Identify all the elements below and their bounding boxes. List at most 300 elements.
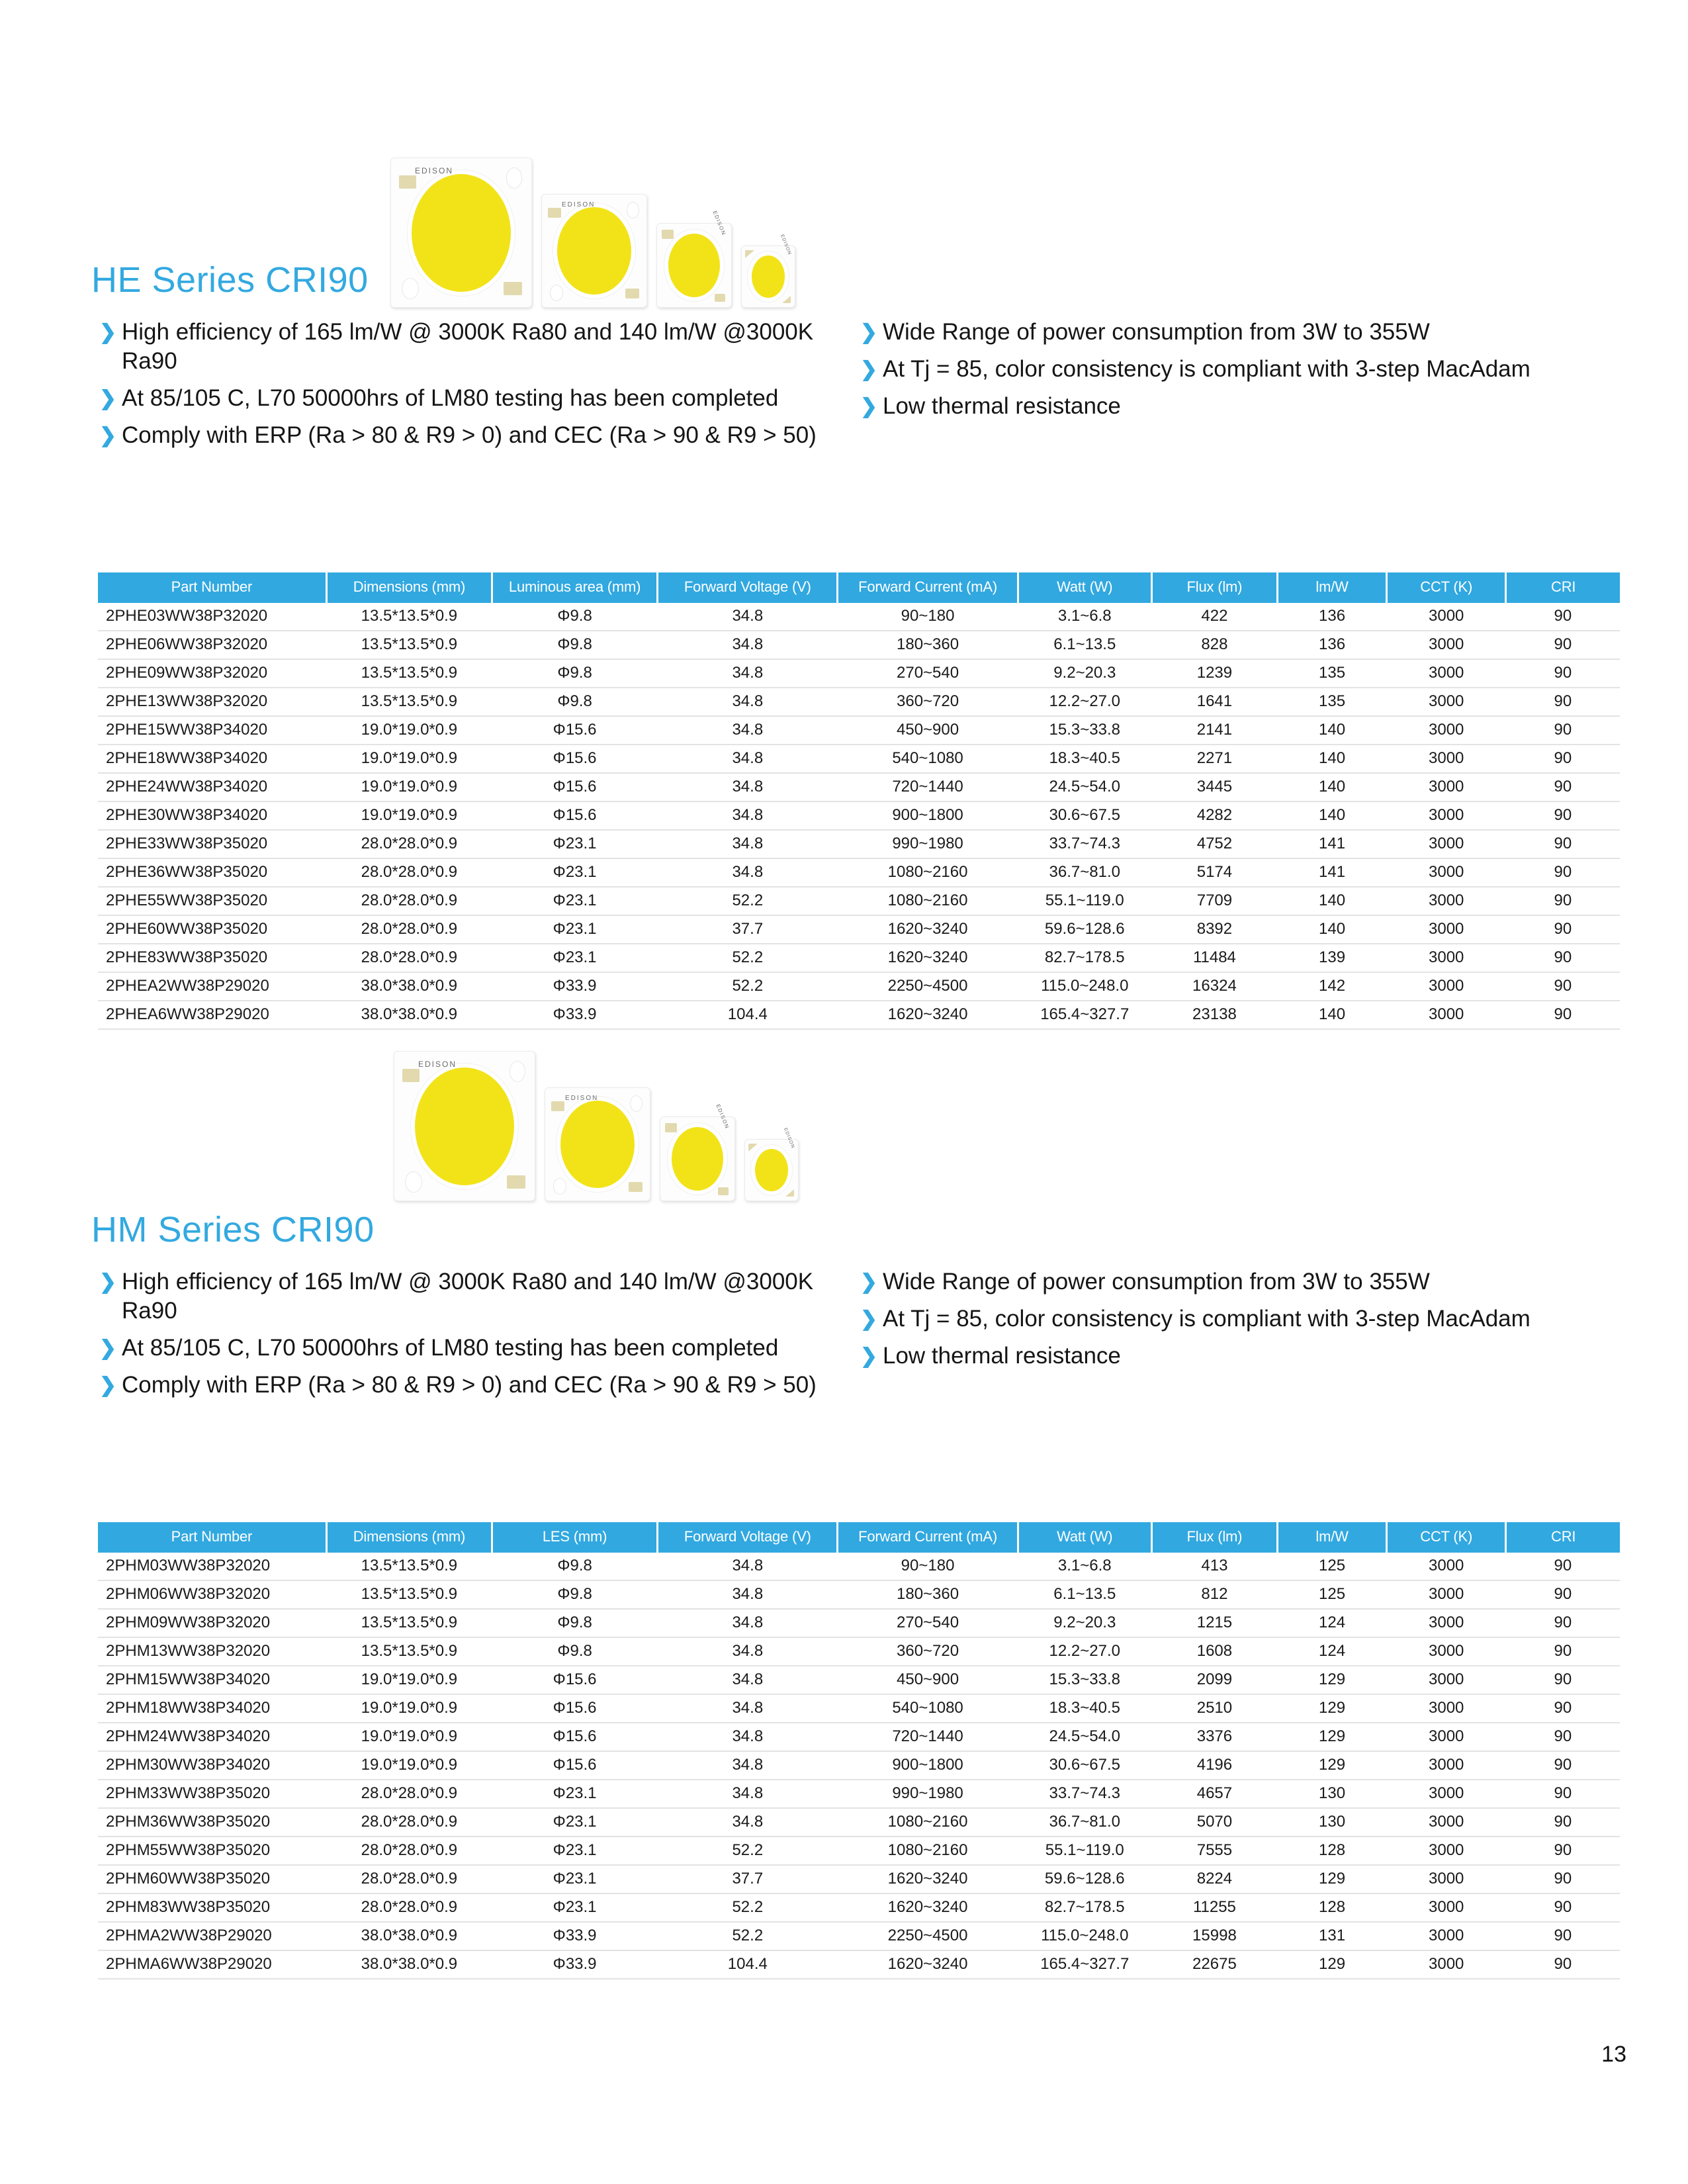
cell-value: 23138 bbox=[1151, 1001, 1277, 1029]
cell-value: 34.8 bbox=[658, 716, 838, 745]
cell-value: 59.6~128.6 bbox=[1018, 915, 1151, 944]
cell-value: 180~360 bbox=[838, 631, 1018, 659]
cell-value: 34.8 bbox=[658, 858, 838, 887]
cell-value: 812 bbox=[1151, 1580, 1277, 1609]
cell-value: 34.8 bbox=[658, 1609, 838, 1637]
solder-pad-icon bbox=[662, 230, 674, 239]
cell-value: Φ23.1 bbox=[492, 944, 658, 972]
cell-value: 136 bbox=[1278, 603, 1387, 631]
cell-value: 13.5*13.5*0.9 bbox=[326, 1580, 492, 1609]
chevron-right-icon: ❯ bbox=[99, 387, 116, 410]
table-body-he bbox=[98, 603, 1620, 1029]
cell-value: 90 bbox=[1506, 745, 1620, 773]
phosphor-emitter-icon bbox=[668, 234, 720, 297]
cell-value: Φ9.8 bbox=[492, 1609, 658, 1637]
table-row bbox=[98, 1580, 1620, 1609]
cell-value: 8224 bbox=[1151, 1865, 1277, 1893]
cob-led-chip-large bbox=[390, 158, 532, 308]
cell-part-number: 2PHM33WW38P35020 bbox=[98, 1780, 326, 1808]
phosphor-emitter-icon bbox=[412, 174, 511, 292]
bullet-text: Wide Range of power consumption from 3W to 355W bbox=[883, 1269, 1430, 1295]
cell-value: 28.0*28.0*0.9 bbox=[326, 1893, 492, 1922]
cell-value: 13.5*13.5*0.9 bbox=[326, 1609, 492, 1637]
cell-value: 13.5*13.5*0.9 bbox=[326, 631, 492, 659]
cell-value: 2250~4500 bbox=[838, 1922, 1018, 1950]
table-row bbox=[98, 915, 1620, 944]
cell-value: Φ9.8 bbox=[492, 659, 658, 688]
solder-pad-icon bbox=[745, 250, 754, 258]
cell-value: 15998 bbox=[1151, 1922, 1277, 1950]
cell-value: 90 bbox=[1506, 1751, 1620, 1780]
bullet-text: At Tj = 85, color consistency is compliant with 3-step MacAdam bbox=[883, 356, 1531, 382]
cell-value: 13.5*13.5*0.9 bbox=[326, 659, 492, 688]
column-header-6: Flux (lm) bbox=[1151, 572, 1277, 603]
column-header-1: Dimensions (mm) bbox=[326, 572, 492, 603]
edison-brand-text: EDISON bbox=[779, 234, 792, 256]
table-row bbox=[98, 944, 1620, 972]
edison-brand-text: EDISON bbox=[418, 1060, 457, 1069]
cell-part-number: 2PHE33WW38P35020 bbox=[98, 830, 326, 858]
cob-led-chip-mini bbox=[744, 1127, 799, 1201]
cell-value: 1080~2160 bbox=[838, 1837, 1018, 1865]
cell-value: 19.0*19.0*0.9 bbox=[326, 1751, 492, 1780]
cell-value: 130 bbox=[1278, 1780, 1387, 1808]
bullet-item bbox=[99, 318, 860, 376]
cell-value: 90 bbox=[1506, 1553, 1620, 1580]
cell-value: 90~180 bbox=[838, 1553, 1018, 1580]
cell-value: 18.3~40.5 bbox=[1018, 1694, 1151, 1723]
cell-part-number: 2PHEA2WW38P29020 bbox=[98, 972, 326, 1001]
cell-value: 3000 bbox=[1387, 1694, 1506, 1723]
table-row bbox=[98, 972, 1620, 1001]
cell-value: 720~1440 bbox=[838, 1723, 1018, 1751]
cell-value: 34.8 bbox=[658, 659, 838, 688]
cell-value: 129 bbox=[1278, 1751, 1387, 1780]
cell-value: 82.7~178.5 bbox=[1018, 1893, 1151, 1922]
solder-pad-icon bbox=[399, 175, 416, 189]
spec-table-hm bbox=[98, 1522, 1620, 1979]
table-row bbox=[98, 1865, 1620, 1893]
column-header-0: Part Number bbox=[98, 572, 326, 603]
cell-value: 3.1~6.8 bbox=[1018, 1553, 1151, 1580]
chevron-right-icon: ❯ bbox=[99, 320, 116, 343]
cell-value: 2510 bbox=[1151, 1694, 1277, 1723]
chevron-right-icon: ❯ bbox=[99, 1336, 116, 1359]
cell-value: 90 bbox=[1506, 716, 1620, 745]
cob-led-chip-medium bbox=[541, 194, 647, 308]
cell-value: 28.0*28.0*0.9 bbox=[326, 887, 492, 915]
cob-led-chip-mini bbox=[741, 234, 795, 308]
column-header-9: CRI bbox=[1506, 572, 1620, 603]
cell-value: 37.7 bbox=[658, 1865, 838, 1893]
cell-value: 3376 bbox=[1151, 1723, 1277, 1751]
cell-value: 450~900 bbox=[838, 716, 1018, 745]
cell-value: 1215 bbox=[1151, 1609, 1277, 1637]
cell-value: 9.2~20.3 bbox=[1018, 1609, 1151, 1637]
cell-value: Φ23.1 bbox=[492, 915, 658, 944]
cell-value: 3000 bbox=[1387, 1780, 1506, 1808]
cell-value: 3000 bbox=[1387, 1609, 1506, 1637]
cell-value: 3000 bbox=[1387, 972, 1506, 1001]
cell-value: 180~360 bbox=[838, 1580, 1018, 1609]
table-row bbox=[98, 1001, 1620, 1029]
table-row bbox=[98, 1609, 1620, 1637]
bullet-column-right-he bbox=[860, 318, 1621, 458]
cell-value: 141 bbox=[1278, 830, 1387, 858]
cell-value: 28.0*28.0*0.9 bbox=[326, 1865, 492, 1893]
cob-led-chip-medium bbox=[545, 1087, 650, 1201]
cell-value: 90 bbox=[1506, 944, 1620, 972]
cell-value: 34.8 bbox=[658, 1553, 838, 1580]
bullet-item bbox=[860, 1304, 1621, 1334]
table-row bbox=[98, 887, 1620, 915]
cell-value: 3000 bbox=[1387, 1666, 1506, 1694]
cell-value: 115.0~248.0 bbox=[1018, 1922, 1151, 1950]
table-header-he bbox=[98, 572, 1620, 603]
cell-value: 540~1080 bbox=[838, 745, 1018, 773]
cell-value: 1239 bbox=[1151, 659, 1277, 688]
cell-value: 3000 bbox=[1387, 1637, 1506, 1666]
cell-part-number: 2PHEA6WW38P29020 bbox=[98, 1001, 326, 1029]
cell-value: 52.2 bbox=[658, 1893, 838, 1922]
cell-value: 34.8 bbox=[658, 631, 838, 659]
cell-value: 90 bbox=[1506, 773, 1620, 801]
cell-value: 3000 bbox=[1387, 915, 1506, 944]
cell-value: 8392 bbox=[1151, 915, 1277, 944]
cell-value: 34.8 bbox=[658, 1580, 838, 1609]
cell-part-number: 2PHMA2WW38P29020 bbox=[98, 1922, 326, 1950]
table-row bbox=[98, 830, 1620, 858]
phosphor-emitter-icon bbox=[560, 1101, 635, 1188]
cell-value: 30.6~67.5 bbox=[1018, 801, 1151, 830]
cell-value: 34.8 bbox=[658, 801, 838, 830]
cell-value: 90 bbox=[1506, 631, 1620, 659]
solder-pad-icon bbox=[507, 1175, 525, 1189]
cell-value: 90 bbox=[1506, 887, 1620, 915]
table-row bbox=[98, 773, 1620, 801]
cell-value: 129 bbox=[1278, 1865, 1387, 1893]
column-header-4: Forward Current (mA) bbox=[838, 1522, 1018, 1553]
solder-pad-icon bbox=[625, 289, 639, 298]
cell-part-number: 2PHE06WW38P32020 bbox=[98, 631, 326, 659]
cell-value: 3.1~6.8 bbox=[1018, 603, 1151, 631]
cell-value: 37.7 bbox=[658, 915, 838, 944]
cell-part-number: 2PHM15WW38P34020 bbox=[98, 1666, 326, 1694]
cell-value: 1620~3240 bbox=[838, 944, 1018, 972]
table-row bbox=[98, 1723, 1620, 1751]
cell-value: 3000 bbox=[1387, 1580, 1506, 1609]
section-title-he: HE Series CRI90 bbox=[91, 260, 369, 300]
cell-value: 38.0*38.0*0.9 bbox=[326, 972, 492, 1001]
cell-value: 36.7~81.0 bbox=[1018, 1808, 1151, 1837]
cell-value: 128 bbox=[1278, 1893, 1387, 1922]
cell-value: 24.5~54.0 bbox=[1018, 1723, 1151, 1751]
cell-value: 15.3~33.8 bbox=[1018, 1666, 1151, 1694]
solder-pad-icon bbox=[718, 1187, 729, 1195]
mounting-hole-icon bbox=[405, 1171, 422, 1193]
cell-value: 104.4 bbox=[658, 1950, 838, 1979]
cell-value: 19.0*19.0*0.9 bbox=[326, 745, 492, 773]
cell-value: 131 bbox=[1278, 1922, 1387, 1950]
cell-value: Φ9.8 bbox=[492, 1580, 658, 1609]
cell-value: 140 bbox=[1278, 915, 1387, 944]
cell-value: 90 bbox=[1506, 1893, 1620, 1922]
bullet-text: Comply with ERP (Ra > 80 & R9 > 0) and CEC (Ra > 90 & R9 > 50) bbox=[122, 1372, 817, 1398]
cell-value: 90 bbox=[1506, 1808, 1620, 1837]
cob-led-chip-small bbox=[660, 1103, 735, 1201]
spec-table-he bbox=[98, 572, 1620, 1030]
cell-part-number: 2PHE13WW38P32020 bbox=[98, 688, 326, 716]
cell-part-number: 2PHM36WW38P35020 bbox=[98, 1808, 326, 1837]
cell-value: 139 bbox=[1278, 944, 1387, 972]
cell-value: 900~1800 bbox=[838, 801, 1018, 830]
table-row bbox=[98, 801, 1620, 830]
bullet-text: Comply with ERP (Ra > 80 & R9 > 0) and CEC (Ra > 90 & R9 > 50) bbox=[122, 422, 817, 448]
bullet-item bbox=[99, 1371, 860, 1400]
mounting-hole-icon bbox=[630, 1095, 643, 1112]
cell-value: Φ23.1 bbox=[492, 1865, 658, 1893]
cell-value: 28.0*28.0*0.9 bbox=[326, 830, 492, 858]
cell-value: 413 bbox=[1151, 1553, 1277, 1580]
cell-value: 34.8 bbox=[658, 1723, 838, 1751]
cell-value: 135 bbox=[1278, 688, 1387, 716]
cell-part-number: 2PHM30WW38P34020 bbox=[98, 1751, 326, 1780]
cell-part-number: 2PHE55WW38P35020 bbox=[98, 887, 326, 915]
cell-part-number: 2PHE36WW38P35020 bbox=[98, 858, 326, 887]
cell-value: 33.7~74.3 bbox=[1018, 830, 1151, 858]
cell-value: 90 bbox=[1506, 858, 1620, 887]
table-row bbox=[98, 1751, 1620, 1780]
column-header-1: Dimensions (mm) bbox=[326, 1522, 492, 1553]
column-header-5: Watt (W) bbox=[1018, 1522, 1151, 1553]
cell-part-number: 2PHM83WW38P35020 bbox=[98, 1893, 326, 1922]
cell-value: Φ23.1 bbox=[492, 887, 658, 915]
cell-value: 3000 bbox=[1387, 1001, 1506, 1029]
bullet-text: Wide Range of power consumption from 3W to 355W bbox=[883, 319, 1430, 345]
column-header-7: lm/W bbox=[1278, 1522, 1387, 1553]
cell-value: Φ9.8 bbox=[492, 688, 658, 716]
cell-value: 129 bbox=[1278, 1694, 1387, 1723]
cell-value: 140 bbox=[1278, 1001, 1387, 1029]
cell-value: 3000 bbox=[1387, 1950, 1506, 1979]
cell-value: 270~540 bbox=[838, 659, 1018, 688]
cell-part-number: 2PHE30WW38P34020 bbox=[98, 801, 326, 830]
cell-value: Φ15.6 bbox=[492, 1723, 658, 1751]
cell-part-number: 2PHM13WW38P32020 bbox=[98, 1637, 326, 1666]
table-row bbox=[98, 716, 1620, 745]
mounting-hole-icon bbox=[402, 278, 419, 299]
cell-value: 3000 bbox=[1387, 745, 1506, 773]
cob-led-chip-small bbox=[656, 210, 732, 308]
cell-value: 1641 bbox=[1151, 688, 1277, 716]
cell-value: 90 bbox=[1506, 1666, 1620, 1694]
cell-value: 3000 bbox=[1387, 1808, 1506, 1837]
bullet-column-left-he bbox=[99, 318, 860, 458]
table-row bbox=[98, 1922, 1620, 1950]
chevron-right-icon: ❯ bbox=[860, 394, 877, 418]
cell-value: Φ15.6 bbox=[492, 745, 658, 773]
cell-value: 30.6~67.5 bbox=[1018, 1751, 1151, 1780]
solder-pad-icon bbox=[665, 1123, 677, 1132]
cell-value: Φ23.1 bbox=[492, 1780, 658, 1808]
bullet-item bbox=[99, 384, 860, 413]
cell-value: 3000 bbox=[1387, 858, 1506, 887]
cell-part-number: 2PHM06WW38P32020 bbox=[98, 1580, 326, 1609]
cell-value: 1620~3240 bbox=[838, 1950, 1018, 1979]
phosphor-emitter-icon bbox=[755, 1149, 788, 1191]
table-row bbox=[98, 1637, 1620, 1666]
cell-value: 1620~3240 bbox=[838, 915, 1018, 944]
bullet-text: High efficiency of 165 lm/W @ 3000K Ra80 and 140 lm/W @3000K Ra90 bbox=[122, 1269, 814, 1324]
cell-value: Φ33.9 bbox=[492, 1001, 658, 1029]
cell-value: 450~900 bbox=[838, 1666, 1018, 1694]
cell-value: 11484 bbox=[1151, 944, 1277, 972]
edison-brand-text: EDISON bbox=[715, 1103, 731, 1130]
table-row bbox=[98, 1808, 1620, 1837]
edison-brand-text: EDISON bbox=[711, 210, 727, 237]
cell-value: 140 bbox=[1278, 887, 1387, 915]
chevron-right-icon: ❯ bbox=[860, 1344, 877, 1367]
table-header-row bbox=[98, 1522, 1620, 1553]
cell-value: 3000 bbox=[1387, 603, 1506, 631]
cell-value: 4196 bbox=[1151, 1751, 1277, 1780]
cell-value: 6.1~13.5 bbox=[1018, 1580, 1151, 1609]
cell-value: 52.2 bbox=[658, 1922, 838, 1950]
cell-value: 19.0*19.0*0.9 bbox=[326, 1694, 492, 1723]
cell-value: 9.2~20.3 bbox=[1018, 659, 1151, 688]
table-row bbox=[98, 1893, 1620, 1922]
solder-pad-icon bbox=[504, 282, 522, 295]
cell-value: 52.2 bbox=[658, 944, 838, 972]
cell-value: 3000 bbox=[1387, 801, 1506, 830]
cell-value: 18.3~40.5 bbox=[1018, 745, 1151, 773]
cell-value: 2099 bbox=[1151, 1666, 1277, 1694]
cell-value: 130 bbox=[1278, 1808, 1387, 1837]
cell-value: 124 bbox=[1278, 1637, 1387, 1666]
cell-value: 3000 bbox=[1387, 830, 1506, 858]
cell-value: 90 bbox=[1506, 603, 1620, 631]
cell-value: 19.0*19.0*0.9 bbox=[326, 1723, 492, 1751]
cell-value: Φ9.8 bbox=[492, 631, 658, 659]
feature-bullets-he bbox=[99, 318, 1621, 458]
cell-part-number: 2PHE15WW38P34020 bbox=[98, 716, 326, 745]
feature-bullets-hm bbox=[99, 1267, 1621, 1408]
cell-value: 3000 bbox=[1387, 1553, 1506, 1580]
cell-value: 28.0*28.0*0.9 bbox=[326, 1780, 492, 1808]
cell-value: 90 bbox=[1506, 1580, 1620, 1609]
cell-value: 165.4~327.7 bbox=[1018, 1001, 1151, 1029]
cell-value: 90 bbox=[1506, 1865, 1620, 1893]
cell-value: 22675 bbox=[1151, 1950, 1277, 1979]
column-header-3: Forward Voltage (V) bbox=[658, 1522, 838, 1553]
solder-pad-icon bbox=[551, 1101, 564, 1111]
cell-value: 1080~2160 bbox=[838, 1808, 1018, 1837]
cob-led-chip-large bbox=[394, 1051, 535, 1201]
column-header-8: CCT (K) bbox=[1387, 1522, 1506, 1553]
cell-value: Φ33.9 bbox=[492, 1922, 658, 1950]
cell-value: 19.0*19.0*0.9 bbox=[326, 773, 492, 801]
cell-value: 19.0*19.0*0.9 bbox=[326, 716, 492, 745]
chevron-right-icon: ❯ bbox=[99, 1270, 116, 1293]
table-row bbox=[98, 1950, 1620, 1979]
cell-value: 34.8 bbox=[658, 1808, 838, 1837]
cell-value: 90 bbox=[1506, 1637, 1620, 1666]
chevron-right-icon: ❯ bbox=[860, 1307, 877, 1330]
solder-pad-icon bbox=[402, 1069, 420, 1082]
cell-value: 19.0*19.0*0.9 bbox=[326, 801, 492, 830]
chevron-right-icon: ❯ bbox=[99, 424, 116, 447]
bullet-column-right-hm bbox=[860, 1267, 1621, 1408]
bullet-column-left-hm bbox=[99, 1267, 860, 1408]
cell-value: 28.0*28.0*0.9 bbox=[326, 944, 492, 972]
cell-part-number: 2PHM60WW38P35020 bbox=[98, 1865, 326, 1893]
column-header-9: CRI bbox=[1506, 1522, 1620, 1553]
table-row bbox=[98, 688, 1620, 716]
mounting-hole-icon bbox=[627, 202, 639, 218]
cell-value: 360~720 bbox=[838, 1637, 1018, 1666]
cell-value: 52.2 bbox=[658, 972, 838, 1001]
cell-value: 34.8 bbox=[658, 688, 838, 716]
cell-value: 3445 bbox=[1151, 773, 1277, 801]
bullet-item bbox=[99, 421, 860, 450]
cell-value: 165.4~327.7 bbox=[1018, 1950, 1151, 1979]
cell-value: 34.8 bbox=[658, 1751, 838, 1780]
cell-value: 7709 bbox=[1151, 887, 1277, 915]
cell-value: 90 bbox=[1506, 1694, 1620, 1723]
mounting-hole-icon bbox=[550, 285, 563, 301]
cell-value: 3000 bbox=[1387, 688, 1506, 716]
cell-value: 90 bbox=[1506, 1950, 1620, 1979]
cell-value: 1080~2160 bbox=[838, 887, 1018, 915]
column-header-0: Part Number bbox=[98, 1522, 326, 1553]
cell-value: 36.7~81.0 bbox=[1018, 858, 1151, 887]
cell-value: 128 bbox=[1278, 1837, 1387, 1865]
cell-value: 2250~4500 bbox=[838, 972, 1018, 1001]
cell-part-number: 2PHM24WW38P34020 bbox=[98, 1723, 326, 1751]
cell-value: 115.0~248.0 bbox=[1018, 972, 1151, 1001]
cell-value: 5174 bbox=[1151, 858, 1277, 887]
bullet-text: At 85/105 C, L70 50000hrs of LM80 testing has been completed bbox=[122, 385, 779, 411]
cell-value: Φ23.1 bbox=[492, 830, 658, 858]
cell-value: 13.5*13.5*0.9 bbox=[326, 603, 492, 631]
column-header-4: Forward Current (mA) bbox=[838, 572, 1018, 603]
cell-value: 52.2 bbox=[658, 1837, 838, 1865]
cell-value: 15.3~33.8 bbox=[1018, 716, 1151, 745]
cell-value: 1620~3240 bbox=[838, 1001, 1018, 1029]
cell-value: 3000 bbox=[1387, 631, 1506, 659]
cell-value: 82.7~178.5 bbox=[1018, 944, 1151, 972]
cell-value: Φ15.6 bbox=[492, 801, 658, 830]
cell-value: 4657 bbox=[1151, 1780, 1277, 1808]
cell-part-number: 2PHM09WW38P32020 bbox=[98, 1609, 326, 1637]
bullet-item bbox=[860, 392, 1621, 421]
table-row bbox=[98, 1666, 1620, 1694]
cell-value: 141 bbox=[1278, 858, 1387, 887]
cell-value: 19.0*19.0*0.9 bbox=[326, 1666, 492, 1694]
cell-value: 140 bbox=[1278, 801, 1387, 830]
solder-pad-icon bbox=[748, 1144, 758, 1152]
phosphor-emitter-icon bbox=[752, 255, 785, 298]
cell-value: 34.8 bbox=[658, 773, 838, 801]
cell-value: 52.2 bbox=[658, 887, 838, 915]
cell-value: 90 bbox=[1506, 1001, 1620, 1029]
bullet-text: Low thermal resistance bbox=[883, 1343, 1121, 1369]
column-header-2: Luminous area (mm) bbox=[492, 572, 658, 603]
cell-value: 34.8 bbox=[658, 745, 838, 773]
cell-value: 90 bbox=[1506, 801, 1620, 830]
cell-value: 720~1440 bbox=[838, 773, 1018, 801]
cell-value: 90 bbox=[1506, 830, 1620, 858]
